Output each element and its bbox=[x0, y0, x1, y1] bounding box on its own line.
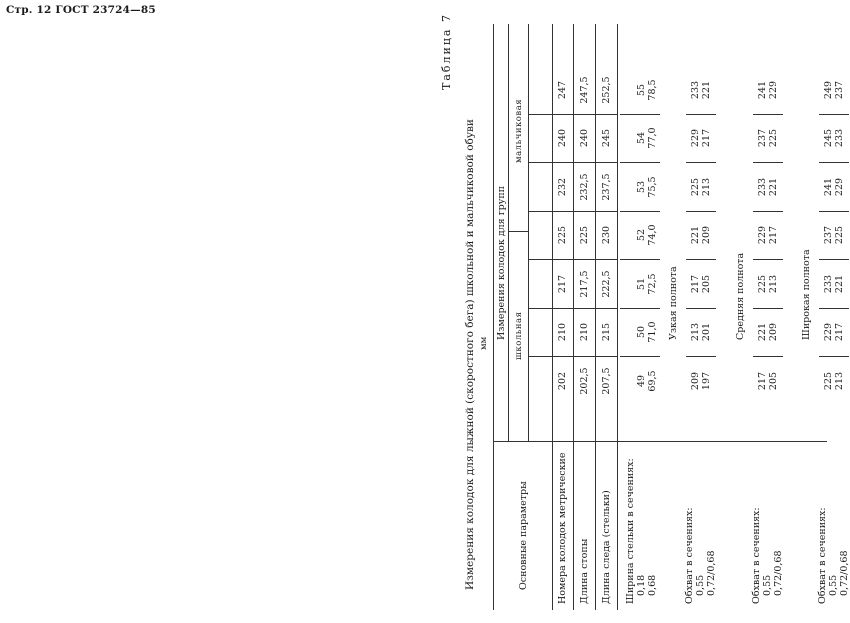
row-rule bbox=[617, 24, 618, 610]
table-cell: 55 bbox=[636, 83, 647, 97]
table-cell: 217 bbox=[701, 128, 712, 148]
table-cell: 237 bbox=[834, 80, 845, 100]
insole-width-label: Ширина стельки в сечениях: bbox=[625, 458, 636, 604]
table-cell: 215 bbox=[601, 322, 612, 342]
column-divider bbox=[552, 211, 618, 212]
page-header: Стр. 12 ГОСТ 23724—85 bbox=[6, 4, 156, 16]
column-divider bbox=[686, 114, 716, 115]
table-cell: 233 bbox=[834, 128, 845, 148]
column-divider bbox=[552, 162, 618, 163]
column-divider bbox=[686, 308, 716, 309]
group-vertical-rule bbox=[508, 231, 528, 232]
table-cell: 53 bbox=[636, 180, 647, 194]
table-cell: 209 bbox=[701, 225, 712, 245]
girth-label: Обхват в сечениях: bbox=[817, 507, 828, 604]
table-cell: 51 bbox=[636, 277, 647, 291]
table-cell: 71,0 bbox=[647, 321, 658, 343]
group-header-school: школьная bbox=[514, 311, 524, 360]
girth-section-2: 0,72/0,68 bbox=[706, 550, 717, 596]
table-cell: 217 bbox=[768, 225, 779, 245]
column-divider bbox=[528, 211, 553, 212]
table-cell: 213 bbox=[690, 322, 701, 342]
table-cell: 201 bbox=[701, 322, 712, 342]
subgroup-rule bbox=[508, 24, 509, 442]
section-title: Средняя полнота bbox=[735, 252, 746, 340]
girth-section-1: 0,55 bbox=[828, 574, 839, 596]
table-cell: 225 bbox=[557, 225, 568, 245]
table-cell: 72,5 bbox=[647, 273, 658, 295]
girth-section-1: 0,55 bbox=[762, 574, 773, 596]
params-vertical-rule bbox=[552, 441, 827, 442]
table-cell: 75,5 bbox=[647, 176, 658, 198]
column-divider bbox=[819, 308, 849, 309]
column-divider bbox=[528, 162, 553, 163]
params-column-header: Основные параметры bbox=[518, 481, 529, 590]
table-cell: 247 bbox=[557, 80, 568, 100]
column-divider bbox=[819, 162, 849, 163]
table-cell: 232 bbox=[557, 177, 568, 197]
table-cell: 54 bbox=[636, 131, 647, 145]
table-cell: 197 bbox=[701, 371, 712, 391]
table-cell: 52 bbox=[636, 228, 647, 242]
table-cell: 241 bbox=[823, 177, 834, 197]
group-header-boys: мальчиковая bbox=[514, 98, 524, 163]
table-cell: 245 bbox=[823, 128, 834, 148]
table-cell: 225 bbox=[579, 225, 590, 245]
unit-label: мм bbox=[479, 336, 489, 350]
table-cell: 232,5 bbox=[579, 173, 590, 201]
table-cell: 225 bbox=[768, 128, 779, 148]
column-divider bbox=[753, 211, 783, 212]
column-divider bbox=[620, 211, 660, 212]
table-cell: 210 bbox=[579, 322, 590, 342]
table-cell: 78,5 bbox=[647, 79, 658, 101]
column-divider bbox=[528, 114, 553, 115]
table-cell: 229 bbox=[690, 128, 701, 148]
table-cell: 233 bbox=[757, 177, 768, 197]
column-divider bbox=[686, 162, 716, 163]
table-cell: 217 bbox=[557, 274, 568, 294]
table-cell: 252,5 bbox=[601, 76, 612, 104]
table-cell: 217 bbox=[757, 371, 768, 391]
table-cell: 209 bbox=[768, 322, 779, 342]
table-cell: 249 bbox=[823, 80, 834, 100]
table-cell: 229 bbox=[823, 322, 834, 342]
column-divider bbox=[753, 308, 783, 309]
table-label: Таблица 7 bbox=[440, 13, 453, 90]
column-divider bbox=[819, 356, 849, 357]
header-vertical-rule bbox=[493, 441, 553, 442]
table-cell: 50 bbox=[636, 325, 647, 339]
table-cell: 240 bbox=[579, 128, 590, 148]
column-divider bbox=[753, 114, 783, 115]
header-bottom-rule bbox=[552, 24, 553, 610]
table-cell: 213 bbox=[834, 371, 845, 391]
group-divider-rule bbox=[528, 24, 529, 442]
column-divider bbox=[552, 259, 618, 260]
table-cell: 233 bbox=[690, 80, 701, 100]
table-cell: 229 bbox=[768, 80, 779, 100]
table-cell: 237 bbox=[823, 225, 834, 245]
row-label: Длина следа (стельки) bbox=[601, 490, 612, 604]
column-divider bbox=[753, 162, 783, 163]
table-cell: 247,5 bbox=[579, 76, 590, 104]
table-cell: 202 bbox=[557, 371, 568, 391]
table-cell: 225 bbox=[834, 225, 845, 245]
column-divider bbox=[686, 211, 716, 212]
column-divider bbox=[552, 356, 618, 357]
girth-section-2: 0,72/0,68 bbox=[773, 550, 784, 596]
girth-section-1: 0,55 bbox=[695, 574, 706, 596]
girth-label: Обхват в сечениях: bbox=[751, 507, 762, 604]
column-divider bbox=[819, 211, 849, 212]
table-cell: 233 bbox=[823, 274, 834, 294]
table-cell: 221 bbox=[701, 80, 712, 100]
column-divider bbox=[528, 259, 553, 260]
table-cell: 217 bbox=[690, 274, 701, 294]
table-cell: 237,5 bbox=[601, 173, 612, 201]
column-divider bbox=[753, 259, 783, 260]
table-cell: 225 bbox=[690, 177, 701, 197]
table-cell: 221 bbox=[834, 274, 845, 294]
table-cell: 202,5 bbox=[579, 367, 590, 395]
section-title: Узкая полнота bbox=[668, 266, 679, 340]
table-cell: 205 bbox=[768, 371, 779, 391]
table-cell: 213 bbox=[768, 274, 779, 294]
table-cell: 225 bbox=[757, 274, 768, 294]
header-top-rule bbox=[493, 24, 494, 610]
table-cell: 49 bbox=[636, 374, 647, 388]
table-cell: 217,5 bbox=[579, 270, 590, 298]
table-cell: 241 bbox=[757, 80, 768, 100]
column-divider bbox=[620, 308, 660, 309]
table-cell: 237 bbox=[757, 128, 768, 148]
column-divider bbox=[552, 114, 618, 115]
table-cell: 207,5 bbox=[601, 367, 612, 395]
section-title: Широкая полнота bbox=[801, 249, 812, 340]
row-label: Длина стопы bbox=[579, 538, 590, 604]
table-cell: 222,5 bbox=[601, 270, 612, 298]
column-divider bbox=[819, 259, 849, 260]
table-cell: 245 bbox=[601, 128, 612, 148]
table-cell: 69,5 bbox=[647, 370, 658, 392]
column-divider bbox=[753, 356, 783, 357]
column-divider bbox=[620, 259, 660, 260]
table-cell: 225 bbox=[823, 371, 834, 391]
column-divider bbox=[528, 356, 553, 357]
row-label: Номера колодок метрические bbox=[557, 452, 568, 604]
girth-label: Обхват в сечениях: bbox=[684, 507, 695, 604]
table-cell: 205 bbox=[701, 274, 712, 294]
column-divider bbox=[620, 162, 660, 163]
table-cell: 213 bbox=[701, 177, 712, 197]
insole-width-section-1: 0,18 bbox=[636, 574, 647, 596]
table-cell: 209 bbox=[690, 371, 701, 391]
table-cell: 221 bbox=[757, 322, 768, 342]
table-cell: 229 bbox=[834, 177, 845, 197]
table-cell: 77,0 bbox=[647, 127, 658, 149]
table-title: Измерения колодок для лыжной (скоростного бега) школьной и мальчиковой обуви bbox=[464, 119, 476, 590]
table-cell: 221 bbox=[768, 177, 779, 197]
table-cell: 217 bbox=[834, 322, 845, 342]
insole-width-section-2: 0,68 bbox=[647, 574, 658, 596]
column-divider bbox=[686, 356, 716, 357]
row-rule bbox=[595, 24, 596, 610]
column-divider bbox=[686, 259, 716, 260]
table-cell: 221 bbox=[690, 225, 701, 245]
table-cell: 74,0 bbox=[647, 224, 658, 246]
table-cell: 229 bbox=[757, 225, 768, 245]
column-divider bbox=[552, 308, 618, 309]
table-cell: 230 bbox=[601, 225, 612, 245]
column-divider bbox=[620, 114, 660, 115]
row-rule bbox=[573, 24, 574, 610]
column-divider bbox=[528, 308, 553, 309]
rotated-table-sheet bbox=[435, 13, 850, 610]
table-cell: 210 bbox=[557, 322, 568, 342]
measurements-column-header: Измерения колодок для групп bbox=[496, 185, 507, 340]
table-cell: 240 bbox=[557, 128, 568, 148]
column-divider bbox=[819, 114, 849, 115]
column-divider bbox=[620, 356, 660, 357]
girth-section-2: 0,72/0,68 bbox=[839, 550, 850, 596]
